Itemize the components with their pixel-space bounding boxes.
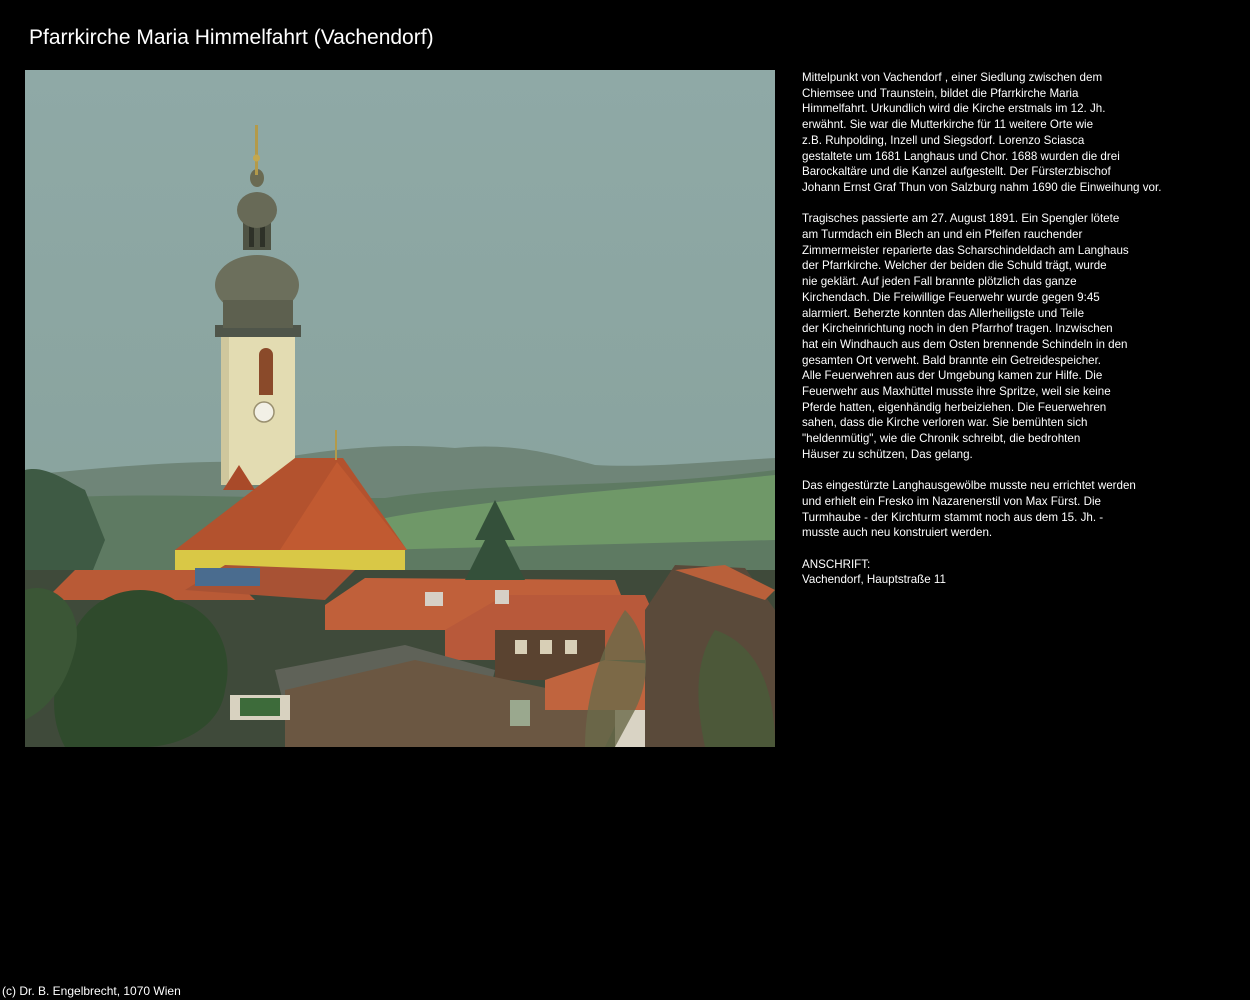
paragraph-fire: Tragisches passierte am 27. August 1891. Ein Spengler lötete am Turmdach ein Blech an und ein Pfeifen rauchender Zimmermeister reparierte das Scharschindeldach am Langhaus der Pfarrkirche. Welcher der beiden die Schuld trägt, wurde nie geklärt. Auf jeden Fall brannte plötzlich das ganze Kirchendach. Die Freiwillige Feuerwehr wurde gegen 9:45 alarmiert. Beherzte konnten das Allerheiligste und Teile der Kircheinrichtung noch in den Pfarrhof tragen. Inzwischen hat ein Windhauch aus dem Osten brennende Schindeln in den gesamten Ort verweht. Bald brannte ein Getreidespeicher. Alle Feuerwehren aus der Umgebung kamen zur Hilfe. Die Feuerwehr aus Maxhüttel musste ihre Spritze, weil sie keine Pferde hatten, eigenhändig herbeiziehen. Die Feuerwehren sahen, dass die Kirche verloren war. Sie bemühten sich "heldenmütig", wie die Chronik schreibt, die bedrohten Häuser zu schützen, Das gelang. xyxy=(802,212,1129,461)
paragraph-history: Mittelpunkt von Vachendorf , einer Siedlung zwischen dem Chiemsee und Traunstein, bildet die Pfarrkirche Maria Himmelfahrt. Urkundlich wird die Kirche erstmals im 12. Jh. erwähnt. Sie war die Mutterkirche für 11 weitere Orte wie z.B. Ruhpolding, Inzell und Siegsdorf. Lorenzo Sciasca gestaltete um 1681 Langhaus und Chor. 1688 wurden die drei Barockaltäre und die Kanzel aufgestellt. Der Fürsterzbischof Johann Ernst Graf Thun von Salzburg nahm 1690 die Einweihung vor. xyxy=(802,71,1162,194)
page-title: Pfarrkirche Maria Himmelfahrt (Vachendorf) xyxy=(29,26,434,49)
copyright-footer: (c) Dr. B. Engelbrecht, 1070 Wien xyxy=(2,984,181,998)
church-photo xyxy=(25,70,775,747)
address-label: ANSCHRIFT: xyxy=(802,557,871,571)
church-photo-illustration xyxy=(25,70,775,747)
address: Vachendorf, Hauptstraße 11 xyxy=(802,573,946,587)
paragraph-reconstruction: Das eingestürzte Langhausgewölbe musste neu errichtet werden und erhielt ein Fresko im Nazarenerstil von Max Fürst. Die Turmhaube - der Kirchturm stammt noch aus dem 15. Jh. - musste auch neu konstruiert werden. xyxy=(802,479,1136,540)
article-text xyxy=(802,70,1222,588)
